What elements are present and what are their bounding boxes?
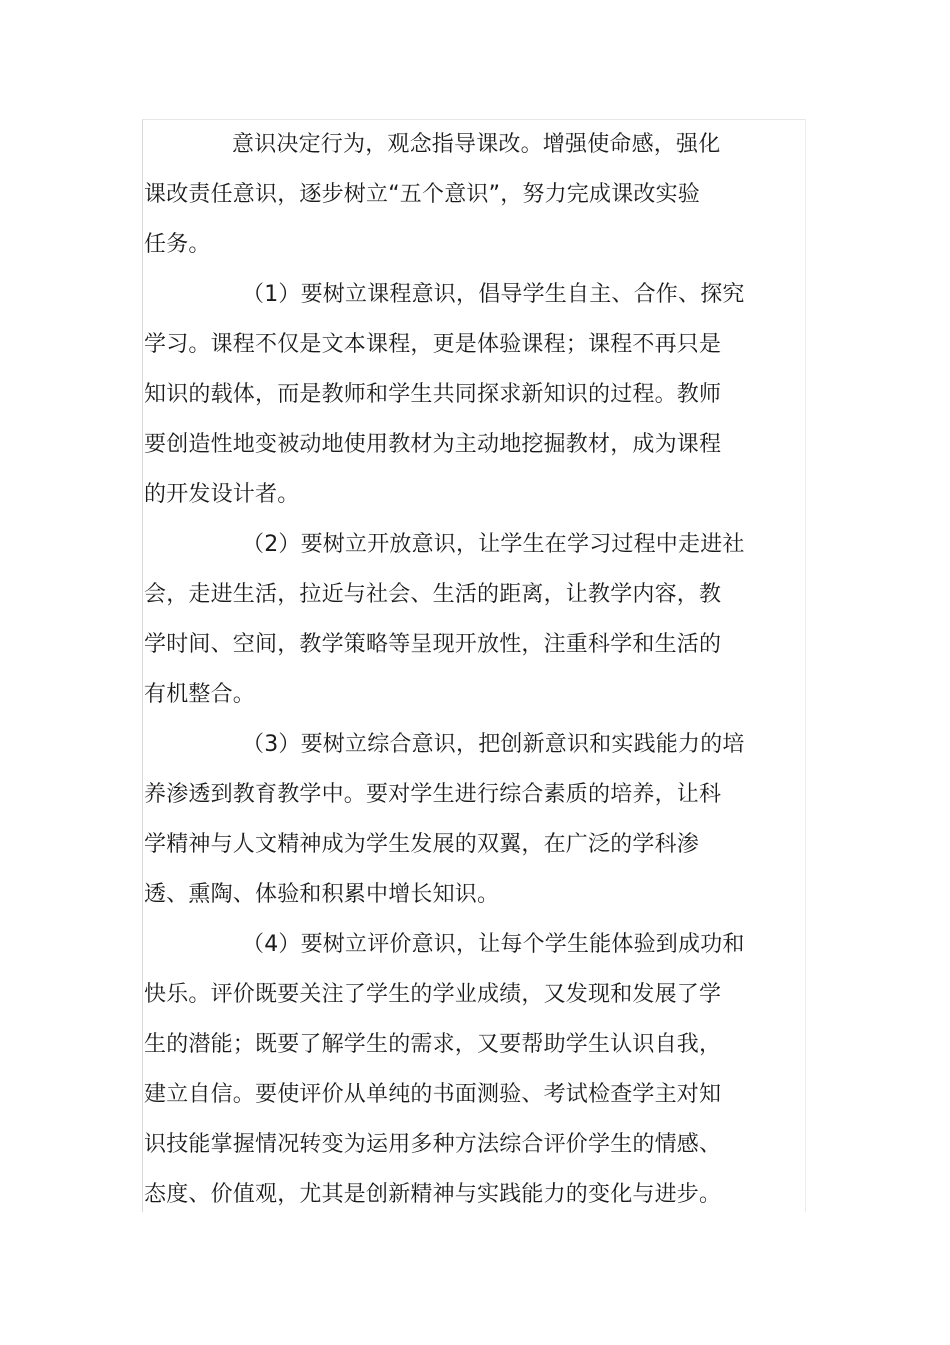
item-1-line: （1）要树立课程意识，倡导学生自主、合作、探究 — [242, 282, 745, 307]
item-1-line: 要创造性地变被动地使用教材为主动地挖掘教材，成为课程 — [144, 432, 722, 457]
item-4-line: 识技能掌握情况转变为运用多种方法综合评价学生的情感、 — [144, 1132, 722, 1157]
item-4-line: 建立自信。要使评价从单纯的书面测验、考试检查学主对知 — [144, 1082, 722, 1107]
item-1-line: 的开发设计者。 — [144, 482, 300, 507]
item-3-line: 养渗透到教育教学中。要对学生进行综合素质的培养，让科 — [144, 782, 722, 807]
document-body — [144, 120, 764, 1220]
item-4-line: 生的潜能；既要了解学生的需求，又要帮助学生认识自我， — [144, 1032, 722, 1057]
item-1-line: 学习。课程不仅是文本课程，更是体验课程；课程不再只是 — [144, 332, 722, 357]
item-4-line: （4）要树立评价意识，让每个学生能体验到成功和 — [242, 932, 745, 957]
item-1-line: 知识的载体，而是教师和学生共同探求新知识的过程。教师 — [144, 382, 722, 407]
item-3-line: （3）要树立综合意识，把创新意识和实践能力的培 — [242, 732, 745, 757]
item-2-line: 会，走进生活，拉近与社会、生活的距离，让教学内容，教 — [144, 582, 722, 607]
item-3-line: 透、熏陶、体验和积累中增长知识。 — [144, 882, 500, 907]
item-3-line: 学精神与人文精神成为学生发展的双翼，在广泛的学科渗 — [144, 832, 700, 857]
item-2-line: （2）要树立开放意识，让学生在学习过程中走进社 — [242, 532, 745, 557]
intro-paragraph-line: 任务。 — [144, 232, 211, 257]
item-4-line: 快乐。评价既要关注了学生的学业成绩，又发现和发展了学 — [144, 982, 722, 1007]
intro-paragraph-line: 意识决定行为，观念指导课改。增强使命感，强化 — [232, 132, 721, 157]
intro-paragraph-line: 课改责任意识，逐步树立“五个意识”，努力完成课改实验 — [144, 182, 700, 207]
item-2-line: 有机整合。 — [144, 682, 256, 707]
item-4-line: 态度、价值观，尤其是创新精神与实践能力的变化与进步。 — [144, 1182, 722, 1207]
item-2-line: 学时间、空间，教学策略等呈现开放性，注重科学和生活的 — [144, 632, 722, 657]
